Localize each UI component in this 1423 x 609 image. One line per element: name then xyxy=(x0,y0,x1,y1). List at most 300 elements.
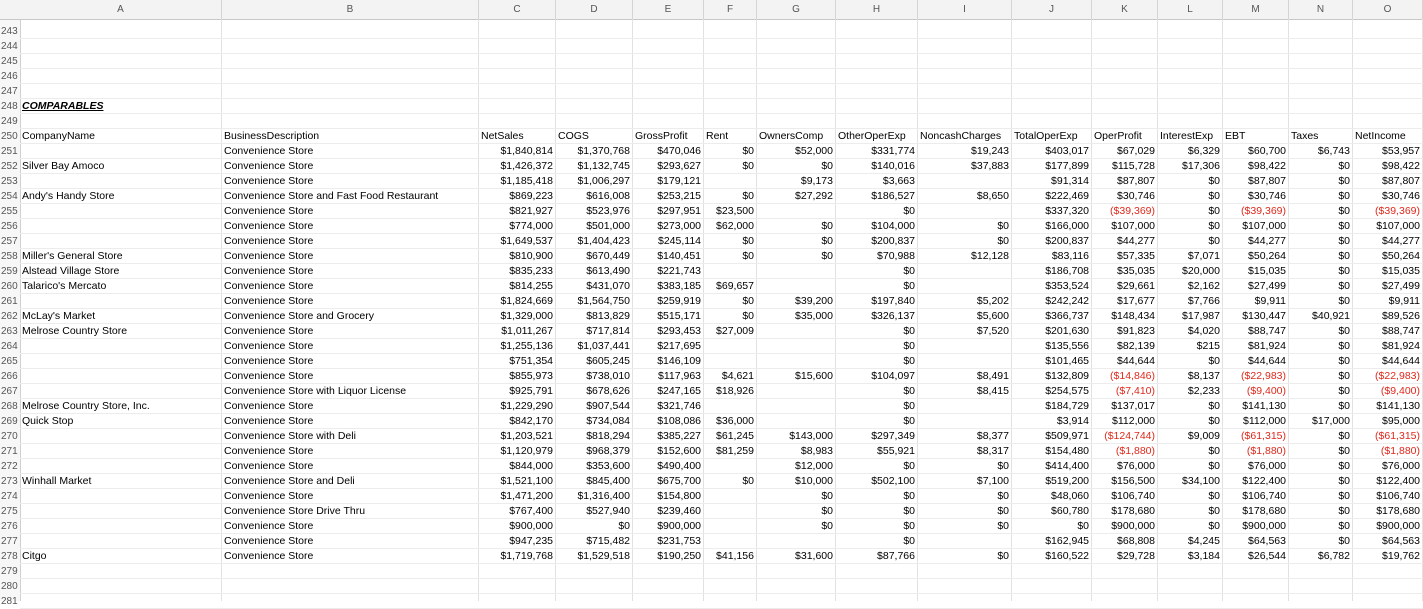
text-cell[interactable] xyxy=(20,369,222,384)
value-cell[interactable]: $15,035 xyxy=(1382,265,1420,277)
value-cell[interactable]: $0 xyxy=(903,400,915,412)
value-cell[interactable]: $62,000 xyxy=(716,220,754,232)
value-cell[interactable]: $64,563 xyxy=(1382,535,1420,547)
value-cell[interactable]: $88,747 xyxy=(1248,325,1286,337)
value-cell[interactable] xyxy=(704,339,757,354)
value-cell[interactable]: $0 xyxy=(1208,205,1220,217)
value-cell[interactable]: $140,451 xyxy=(657,250,701,262)
column-header-i[interactable]: I xyxy=(918,0,1012,19)
value-cell[interactable]: $0 xyxy=(903,325,915,337)
value-cell[interactable]: ($9,400) xyxy=(1380,385,1420,397)
value-cell[interactable]: $0 xyxy=(997,550,1009,562)
value-cell[interactable]: $1,006,297 xyxy=(577,175,630,187)
text-cell[interactable] xyxy=(20,354,222,369)
value-cell[interactable]: $82,139 xyxy=(1117,340,1155,352)
value-cell[interactable]: $154,800 xyxy=(657,490,701,502)
row-number[interactable]: 251 xyxy=(1,146,18,157)
row-number[interactable]: 278 xyxy=(1,551,18,562)
column-header-g[interactable]: G xyxy=(757,0,836,19)
text-cell[interactable]: Silver Bay Amoco xyxy=(22,160,105,172)
value-cell[interactable]: $0 xyxy=(1208,415,1220,427)
text-cell[interactable]: Winhall Market xyxy=(22,475,92,487)
value-cell[interactable]: $178,680 xyxy=(1242,505,1286,517)
row-number[interactable]: 252 xyxy=(1,161,18,172)
value-cell[interactable]: $0 xyxy=(997,520,1009,532)
value-cell[interactable] xyxy=(757,534,836,549)
row-number[interactable]: 253 xyxy=(1,176,18,187)
value-cell[interactable]: $814,255 xyxy=(509,280,553,292)
text-cell[interactable] xyxy=(20,489,222,504)
value-cell[interactable]: $0 xyxy=(903,205,915,217)
row-number[interactable]: 246 xyxy=(1,71,18,82)
value-cell[interactable]: $26,544 xyxy=(1248,550,1286,562)
value-cell[interactable] xyxy=(757,264,836,279)
value-cell[interactable]: $6,782 xyxy=(1317,550,1350,562)
value-cell[interactable]: $1,840,814 xyxy=(500,145,553,157)
value-cell[interactable]: $135,556 xyxy=(1045,340,1089,352)
value-cell[interactable] xyxy=(704,399,757,414)
value-cell[interactable]: $9,009 xyxy=(1187,430,1220,442)
value-cell[interactable]: $137,017 xyxy=(1111,400,1155,412)
value-cell[interactable]: ($61,315) xyxy=(1241,430,1286,442)
value-cell[interactable]: $947,235 xyxy=(509,535,553,547)
column-label[interactable]: TotalOperExp xyxy=(1014,130,1078,142)
value-cell[interactable]: $30,746 xyxy=(1248,190,1286,202)
text-cell[interactable] xyxy=(20,429,222,444)
value-cell[interactable]: $925,791 xyxy=(509,385,553,397)
value-cell[interactable]: $8,377 xyxy=(976,430,1009,442)
value-cell[interactable]: $900,000 xyxy=(1376,520,1420,532)
column-header-d[interactable]: D xyxy=(556,0,633,19)
value-cell[interactable]: $217,695 xyxy=(657,340,701,352)
value-cell[interactable]: $0 xyxy=(1208,175,1220,187)
row-number[interactable]: 263 xyxy=(1,326,18,337)
value-cell[interactable]: $44,277 xyxy=(1382,235,1420,247)
value-cell[interactable]: $200,837 xyxy=(1045,235,1089,247)
column-label[interactable]: GrossProfit xyxy=(635,130,688,142)
column-header-n[interactable]: N xyxy=(1289,0,1353,19)
value-cell[interactable]: $231,753 xyxy=(657,535,701,547)
value-cell[interactable] xyxy=(918,264,1012,279)
value-cell[interactable]: $0 xyxy=(997,490,1009,502)
value-cell[interactable]: $81,924 xyxy=(1382,340,1420,352)
row-number[interactable]: 266 xyxy=(1,371,18,382)
value-cell[interactable]: $293,453 xyxy=(657,325,701,337)
value-cell[interactable]: $15,035 xyxy=(1248,265,1286,277)
value-cell[interactable]: ($124,744) xyxy=(1104,430,1155,442)
value-cell[interactable]: $1,529,518 xyxy=(577,550,630,562)
value-cell[interactable]: $122,400 xyxy=(1242,475,1286,487)
value-cell[interactable]: $0 xyxy=(1338,280,1350,292)
value-cell[interactable]: $0 xyxy=(742,190,754,202)
row-number[interactable]: 245 xyxy=(1,56,18,67)
value-cell[interactable]: $273,000 xyxy=(657,220,701,232)
value-cell[interactable]: ($39,369) xyxy=(1110,205,1155,217)
text-cell[interactable]: Convenience Store xyxy=(224,415,314,427)
value-cell[interactable]: ($1,880) xyxy=(1115,445,1155,457)
value-cell[interactable]: $52,000 xyxy=(795,145,833,157)
value-cell[interactable] xyxy=(704,174,757,189)
value-cell[interactable]: $44,644 xyxy=(1248,355,1286,367)
value-cell[interactable]: $0 xyxy=(1338,205,1350,217)
value-cell[interactable]: $201,630 xyxy=(1045,325,1089,337)
value-cell[interactable]: $4,245 xyxy=(1187,535,1220,547)
value-cell[interactable]: $0 xyxy=(1338,235,1350,247)
row-number[interactable]: 268 xyxy=(1,401,18,412)
value-cell[interactable]: $30,746 xyxy=(1117,190,1155,202)
value-cell[interactable]: $366,737 xyxy=(1045,310,1089,322)
value-cell[interactable]: $107,000 xyxy=(1376,220,1420,232)
value-cell[interactable]: $0 xyxy=(997,460,1009,472)
value-cell[interactable]: $0 xyxy=(1338,535,1350,547)
column-header-c[interactable]: C xyxy=(479,0,556,19)
value-cell[interactable]: $40,921 xyxy=(1312,310,1350,322)
text-cell[interactable]: Convenience Store xyxy=(224,460,314,472)
text-cell[interactable] xyxy=(20,339,222,354)
row-number[interactable]: 258 xyxy=(1,251,18,262)
value-cell[interactable]: $141,130 xyxy=(1242,400,1286,412)
value-cell[interactable]: $613,490 xyxy=(586,265,630,277)
value-cell[interactable]: $34,100 xyxy=(1182,475,1220,487)
value-cell[interactable]: $12,000 xyxy=(795,460,833,472)
value-cell[interactable]: $106,740 xyxy=(1111,490,1155,502)
value-cell[interactable]: $0 xyxy=(997,220,1009,232)
value-cell[interactable]: $35,035 xyxy=(1117,265,1155,277)
value-cell[interactable]: $0 xyxy=(1338,175,1350,187)
value-cell[interactable]: $91,823 xyxy=(1117,325,1155,337)
text-cell[interactable] xyxy=(20,294,222,309)
value-cell[interactable]: $107,000 xyxy=(1242,220,1286,232)
value-cell[interactable]: $0 xyxy=(1338,265,1350,277)
value-cell[interactable]: $141,130 xyxy=(1376,400,1420,412)
text-cell[interactable]: Convenience Store xyxy=(224,520,314,532)
value-cell[interactable]: $215 xyxy=(1196,340,1220,352)
value-cell[interactable]: $98,422 xyxy=(1382,160,1420,172)
value-cell[interactable]: $1,229,290 xyxy=(500,400,553,412)
value-cell[interactable] xyxy=(757,354,836,369)
value-cell[interactable]: $8,317 xyxy=(976,445,1009,457)
value-cell[interactable]: $0 xyxy=(742,250,754,262)
value-cell[interactable]: $321,746 xyxy=(657,400,701,412)
value-cell[interactable]: $55,921 xyxy=(877,445,915,457)
value-cell[interactable]: $95,000 xyxy=(1382,415,1420,427)
text-cell[interactable] xyxy=(20,459,222,474)
row-number[interactable]: 247 xyxy=(1,86,18,97)
row-number[interactable]: 262 xyxy=(1,311,18,322)
value-cell[interactable]: $18,926 xyxy=(716,385,754,397)
text-cell[interactable]: Alstead Village Store xyxy=(22,265,120,277)
column-label[interactable]: OperProfit xyxy=(1094,130,1142,142)
value-cell[interactable]: $810,900 xyxy=(509,250,553,262)
value-cell[interactable]: $835,233 xyxy=(509,265,553,277)
value-cell[interactable]: $50,264 xyxy=(1382,250,1420,262)
column-header-h[interactable]: H xyxy=(836,0,918,19)
row-number[interactable]: 255 xyxy=(1,206,18,217)
value-cell[interactable]: $0 xyxy=(1338,250,1350,262)
column-label[interactable]: NetIncome xyxy=(1355,130,1406,142)
value-cell[interactable]: $383,185 xyxy=(657,280,701,292)
column-header-e[interactable]: E xyxy=(633,0,704,19)
value-cell[interactable]: $186,527 xyxy=(871,190,915,202)
text-cell[interactable]: Convenience Store xyxy=(224,295,314,307)
value-cell[interactable]: $156,500 xyxy=(1111,475,1155,487)
value-cell[interactable]: $61,245 xyxy=(716,430,754,442)
text-cell[interactable] xyxy=(20,519,222,534)
value-cell[interactable]: $98,422 xyxy=(1248,160,1286,172)
column-label[interactable]: NoncashCharges xyxy=(920,130,1002,142)
value-cell[interactable]: $117,963 xyxy=(657,370,701,382)
text-cell[interactable]: Convenience Store with Liquor License xyxy=(224,385,407,397)
value-cell[interactable]: $0 xyxy=(742,475,754,487)
value-cell[interactable]: $0 xyxy=(1338,355,1350,367)
text-cell[interactable] xyxy=(20,144,222,159)
value-cell[interactable]: $331,774 xyxy=(871,145,915,157)
value-cell[interactable]: $44,277 xyxy=(1248,235,1286,247)
value-cell[interactable]: $385,227 xyxy=(657,430,701,442)
value-cell[interactable]: $259,919 xyxy=(657,295,701,307)
row-number[interactable]: 275 xyxy=(1,506,18,517)
value-cell[interactable]: $900,000 xyxy=(509,520,553,532)
row-number[interactable]: 272 xyxy=(1,461,18,472)
value-cell[interactable]: $8,415 xyxy=(976,385,1009,397)
row-number[interactable]: 249 xyxy=(1,116,18,127)
value-cell[interactable]: $254,575 xyxy=(1045,385,1089,397)
value-cell[interactable]: $0 xyxy=(742,160,754,172)
value-cell[interactable]: $0 xyxy=(997,235,1009,247)
value-cell[interactable]: $57,335 xyxy=(1117,250,1155,262)
text-cell[interactable]: Convenience Store xyxy=(224,370,314,382)
column-header-f[interactable]: F xyxy=(704,0,757,19)
value-cell[interactable] xyxy=(704,459,757,474)
text-cell[interactable]: Quick Stop xyxy=(22,415,74,427)
value-cell[interactable]: $0 xyxy=(1208,235,1220,247)
value-cell[interactable]: $0 xyxy=(903,520,915,532)
value-cell[interactable]: $9,911 xyxy=(1388,295,1420,307)
value-cell[interactable] xyxy=(757,414,836,429)
value-cell[interactable]: $197,840 xyxy=(871,295,915,307)
column-header-a[interactable]: A xyxy=(20,0,222,19)
value-cell[interactable]: ($9,400) xyxy=(1246,385,1286,397)
value-cell[interactable] xyxy=(704,264,757,279)
value-cell[interactable]: $0 xyxy=(1208,490,1220,502)
value-cell[interactable] xyxy=(918,174,1012,189)
value-cell[interactable]: $0 xyxy=(1208,355,1220,367)
text-cell[interactable] xyxy=(20,444,222,459)
value-cell[interactable]: $48,060 xyxy=(1051,490,1089,502)
row-number[interactable]: 244 xyxy=(1,41,18,52)
value-cell[interactable]: $0 xyxy=(903,280,915,292)
value-cell[interactable]: $27,499 xyxy=(1248,280,1286,292)
value-cell[interactable]: $501,000 xyxy=(586,220,630,232)
value-cell[interactable]: $190,250 xyxy=(657,550,701,562)
value-cell[interactable] xyxy=(918,534,1012,549)
value-cell[interactable]: $515,171 xyxy=(657,310,701,322)
value-cell[interactable]: $0 xyxy=(742,145,754,157)
value-cell[interactable] xyxy=(757,324,836,339)
value-cell[interactable]: $0 xyxy=(1077,520,1089,532)
text-cell[interactable] xyxy=(20,219,222,234)
value-cell[interactable]: $27,499 xyxy=(1382,280,1420,292)
value-cell[interactable]: $91,314 xyxy=(1051,175,1089,187)
value-cell[interactable]: $130,447 xyxy=(1242,310,1286,322)
value-cell[interactable]: $242,242 xyxy=(1045,295,1089,307)
text-cell[interactable] xyxy=(20,234,222,249)
value-cell[interactable]: $104,097 xyxy=(871,370,915,382)
value-cell[interactable] xyxy=(704,489,757,504)
row-number[interactable]: 264 xyxy=(1,341,18,352)
value-cell[interactable]: $87,807 xyxy=(1117,175,1155,187)
value-cell[interactable]: $8,983 xyxy=(800,445,833,457)
value-cell[interactable]: $734,084 xyxy=(586,415,630,427)
value-cell[interactable]: $87,766 xyxy=(877,550,915,562)
value-cell[interactable]: $1,316,400 xyxy=(577,490,630,502)
value-cell[interactable]: $774,000 xyxy=(509,220,553,232)
value-cell[interactable]: $200,837 xyxy=(871,235,915,247)
row-number[interactable]: 243 xyxy=(1,26,18,37)
text-cell[interactable]: Miller's General Store xyxy=(22,250,123,262)
value-cell[interactable] xyxy=(704,534,757,549)
value-cell[interactable]: $17,306 xyxy=(1182,160,1220,172)
text-cell[interactable]: Convenience Store xyxy=(224,265,314,277)
value-cell[interactable]: $0 xyxy=(1208,445,1220,457)
value-cell[interactable]: $490,400 xyxy=(657,460,701,472)
text-cell[interactable]: Convenience Store and Fast Food Restaurant xyxy=(224,190,439,202)
value-cell[interactable]: $70,988 xyxy=(877,250,915,262)
text-cell[interactable]: Convenience Store xyxy=(224,340,314,352)
value-cell[interactable]: ($39,369) xyxy=(1375,205,1420,217)
value-cell[interactable]: $108,086 xyxy=(657,415,701,427)
value-cell[interactable]: $44,644 xyxy=(1382,355,1420,367)
value-cell[interactable]: $0 xyxy=(742,310,754,322)
column-header-k[interactable]: K xyxy=(1092,0,1158,19)
value-cell[interactable]: $60,780 xyxy=(1051,505,1089,517)
value-cell[interactable]: $527,940 xyxy=(586,505,630,517)
value-cell[interactable]: $0 xyxy=(821,160,833,172)
value-cell[interactable]: $20,000 xyxy=(1182,265,1220,277)
value-cell[interactable]: $0 xyxy=(1208,220,1220,232)
value-cell[interactable]: $1,011,267 xyxy=(501,325,553,337)
value-cell[interactable]: $0 xyxy=(1208,505,1220,517)
value-cell[interactable]: $5,202 xyxy=(976,295,1009,307)
value-cell[interactable]: $4,621 xyxy=(721,370,754,382)
value-cell[interactable]: $0 xyxy=(903,490,915,502)
value-cell[interactable]: $818,294 xyxy=(586,430,630,442)
value-cell[interactable]: $509,971 xyxy=(1045,430,1089,442)
value-cell[interactable] xyxy=(757,279,836,294)
text-cell[interactable]: Convenience Store xyxy=(224,145,314,157)
text-cell[interactable]: Convenience Store xyxy=(224,535,314,547)
value-cell[interactable]: $239,460 xyxy=(657,505,701,517)
value-cell[interactable]: $132,809 xyxy=(1045,370,1089,382)
value-cell[interactable]: $152,600 xyxy=(657,445,701,457)
value-cell[interactable]: $297,951 xyxy=(657,205,701,217)
value-cell[interactable]: $717,814 xyxy=(586,325,630,337)
value-cell[interactable]: $30,746 xyxy=(1382,190,1420,202)
column-header-o[interactable]: O xyxy=(1353,0,1423,19)
text-cell[interactable]: Convenience Store xyxy=(224,445,314,457)
value-cell[interactable]: $353,524 xyxy=(1045,280,1089,292)
value-cell[interactable]: $27,009 xyxy=(716,325,754,337)
value-cell[interactable]: $0 xyxy=(1338,385,1350,397)
value-cell[interactable]: ($1,880) xyxy=(1380,445,1420,457)
value-cell[interactable]: $178,680 xyxy=(1376,505,1420,517)
value-cell[interactable]: $186,708 xyxy=(1045,265,1089,277)
value-cell[interactable]: $0 xyxy=(1338,295,1350,307)
value-cell[interactable]: $0 xyxy=(821,250,833,262)
value-cell[interactable]: $0 xyxy=(903,535,915,547)
value-cell[interactable]: $44,277 xyxy=(1117,235,1155,247)
text-cell[interactable]: Convenience Store xyxy=(224,160,314,172)
value-cell[interactable]: $616,008 xyxy=(586,190,630,202)
value-cell[interactable]: $900,000 xyxy=(1242,520,1286,532)
value-cell[interactable]: $0 xyxy=(903,505,915,517)
value-cell[interactable]: $7,520 xyxy=(976,325,1009,337)
value-cell[interactable]: $12,128 xyxy=(971,250,1009,262)
value-cell[interactable]: $0 xyxy=(997,505,1009,517)
value-cell[interactable]: $31,600 xyxy=(795,550,833,562)
value-cell[interactable] xyxy=(704,354,757,369)
value-cell[interactable]: $0 xyxy=(1338,430,1350,442)
column-label[interactable]: NetSales xyxy=(481,130,524,142)
value-cell[interactable]: $353,600 xyxy=(586,460,630,472)
value-cell[interactable]: $184,729 xyxy=(1045,400,1089,412)
value-cell[interactable]: $8,491 xyxy=(976,370,1009,382)
text-cell[interactable]: Convenience Store and Deli xyxy=(224,475,355,487)
value-cell[interactable]: $844,000 xyxy=(509,460,553,472)
value-cell[interactable]: $519,200 xyxy=(1045,475,1089,487)
value-cell[interactable]: $605,245 xyxy=(586,355,630,367)
value-cell[interactable]: $0 xyxy=(1208,400,1220,412)
value-cell[interactable]: $1,185,418 xyxy=(500,175,553,187)
value-cell[interactable]: $0 xyxy=(903,355,915,367)
value-cell[interactable]: ($14,846) xyxy=(1110,370,1155,382)
value-cell[interactable]: $107,000 xyxy=(1111,220,1155,232)
value-cell[interactable]: $10,000 xyxy=(795,475,833,487)
value-cell[interactable]: $76,000 xyxy=(1382,460,1420,472)
value-cell[interactable]: $0 xyxy=(903,460,915,472)
value-cell[interactable]: $178,680 xyxy=(1111,505,1155,517)
text-cell[interactable] xyxy=(20,174,222,189)
value-cell[interactable]: $6,743 xyxy=(1317,145,1350,157)
text-cell[interactable] xyxy=(20,384,222,399)
value-cell[interactable]: $821,927 xyxy=(509,205,553,217)
value-cell[interactable]: $68,808 xyxy=(1117,535,1155,547)
value-cell[interactable]: $0 xyxy=(1338,490,1350,502)
value-cell[interactable]: $869,223 xyxy=(509,190,553,202)
column-label[interactable]: Rent xyxy=(706,130,729,142)
value-cell[interactable]: $44,644 xyxy=(1117,355,1155,367)
row-number[interactable]: 271 xyxy=(1,446,18,457)
text-cell[interactable]: Convenience Store xyxy=(224,550,314,562)
value-cell[interactable]: $83,116 xyxy=(1051,250,1089,262)
value-cell[interactable]: $7,100 xyxy=(976,475,1009,487)
value-cell[interactable]: $1,404,423 xyxy=(577,235,630,247)
value-cell[interactable]: $106,740 xyxy=(1242,490,1286,502)
value-cell[interactable]: $60,700 xyxy=(1248,145,1286,157)
value-cell[interactable]: $0 xyxy=(1338,445,1350,457)
value-cell[interactable]: $0 xyxy=(1338,160,1350,172)
value-cell[interactable]: $53,957 xyxy=(1382,145,1420,157)
value-cell[interactable]: $715,482 xyxy=(586,535,630,547)
value-cell[interactable]: $842,170 xyxy=(509,415,553,427)
value-cell[interactable]: $6,329 xyxy=(1187,145,1220,157)
value-cell[interactable]: $8,650 xyxy=(976,190,1009,202)
value-cell[interactable]: $1,521,100 xyxy=(500,475,553,487)
value-cell[interactable]: $122,400 xyxy=(1376,475,1420,487)
value-cell[interactable]: $29,728 xyxy=(1117,550,1155,562)
row-number[interactable]: 250 xyxy=(1,131,18,142)
value-cell[interactable]: $968,379 xyxy=(586,445,630,457)
